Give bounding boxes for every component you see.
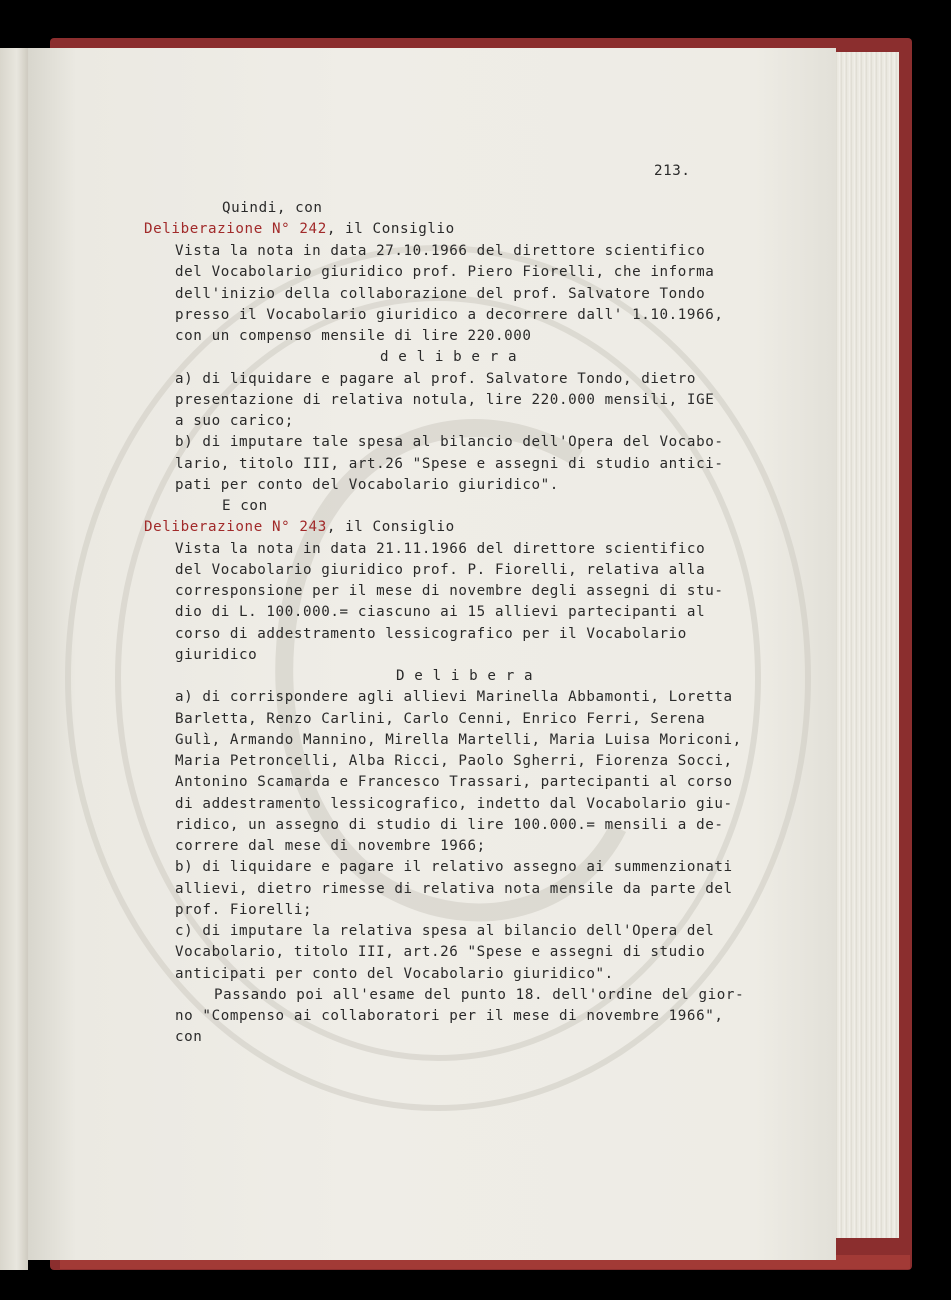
text-line: presso il Vocabolario giuridico a decorrere dall' 1.10.1966, [175,307,724,323]
document-body [28,48,836,1260]
deliberation-heading: Deliberazione N° 242, il Consiglio [144,221,455,237]
text-line: corso di addestramento lessicografico per il Vocabolario [175,626,687,642]
text-line: Maria Petroncelli, Alba Ricci, Paolo Sgherri, Fiorenza Socci, [175,753,733,769]
delibera-heading: d e l i b e r a [380,349,518,365]
text-line: b) di imputare tale spesa al bilancio dell'Opera del Vocabo- [175,434,724,450]
text-line: no "Compenso ai collaboratori per il mese di novembre 1966", [175,1008,724,1024]
deliberation-heading: Deliberazione N° 243, il Consiglio [144,519,455,535]
text-line: a) di corrispondere agli allievi Marinella Abbamonti, Loretta [175,689,733,705]
text-line: dell'inizio della collaborazione del prof. Salvatore Tondo [175,286,706,302]
page-number: 213. [654,163,691,179]
page-stack-edges [832,52,899,1238]
text-line: di addestramento lessicografico, indetto dal Vocabolario giu- [175,796,733,812]
text-line: Barletta, Renzo Carlini, Carlo Cenni, Enrico Ferri, Serena [175,711,706,727]
text-line: a suo carico; [175,413,294,429]
text-line: con [175,1029,203,1045]
text-line: anticipati per conto del Vocabolario giuridico". [175,966,614,982]
delibera-heading: D e l i b e r a [396,668,534,684]
left-page-edge [0,48,28,1270]
text-line: b) di liquidare e pagare il relativo assegno ai summenzionati [175,859,733,875]
text-line: lario, titolo III, art.26 "Spese e assegni di studio antici- [175,456,724,472]
text-line: del Vocabolario giuridico prof. P. Fiorelli, relativa alla [175,562,706,578]
text-line: giuridico [175,647,258,663]
text-line: Vista la nota in data 27.10.1966 del direttore scientifico [175,243,706,259]
text-line: Vista la nota in data 21.11.1966 del direttore scientifico [175,541,706,557]
text-line: E con [222,498,268,514]
text-line: Quindi, con [222,200,323,216]
text-line: dio di L. 100.000.= ciascuno ai 15 allievi partecipanti al [175,604,706,620]
text-line: ridico, un assegno di studio di lire 100.000.= mensili a de- [175,817,724,833]
text-line: Passando poi all'esame del punto 18. dell'ordine del gior- [214,987,745,1003]
text-line: del Vocabolario giuridico prof. Piero Fiorelli, che informa [175,264,715,280]
text-line: c) di imputare la relativa spesa al bilancio dell'Opera del [175,923,715,939]
text-line: presentazione di relativa notula, lire 220.000 mensili, IGE [175,392,715,408]
text-line: con un compenso mensile di lire 220.000 [175,328,532,344]
text-line: pati per conto del Vocabolario giuridico". [175,477,559,493]
text-line: corresponsione per il mese di novembre degli assegni di stu- [175,583,724,599]
text-line: a) di liquidare e pagare al prof. Salvatore Tondo, dietro [175,371,697,387]
text-line: correre dal mese di novembre 1966; [175,838,486,854]
text-line: allievi, dietro rimesse di relativa nota mensile da parte del [175,881,733,897]
text-line: Antonino Scamarda e Francesco Trassari, partecipanti al corso [175,774,733,790]
text-line: prof. Fiorelli; [175,902,313,918]
text-line: Gulì, Armando Mannino, Mirella Martelli, Maria Luisa Moriconi, [175,732,742,748]
text-line: Vocabolario, titolo III, art.26 "Spese e assegni di studio [175,944,706,960]
document-page [28,48,836,1260]
